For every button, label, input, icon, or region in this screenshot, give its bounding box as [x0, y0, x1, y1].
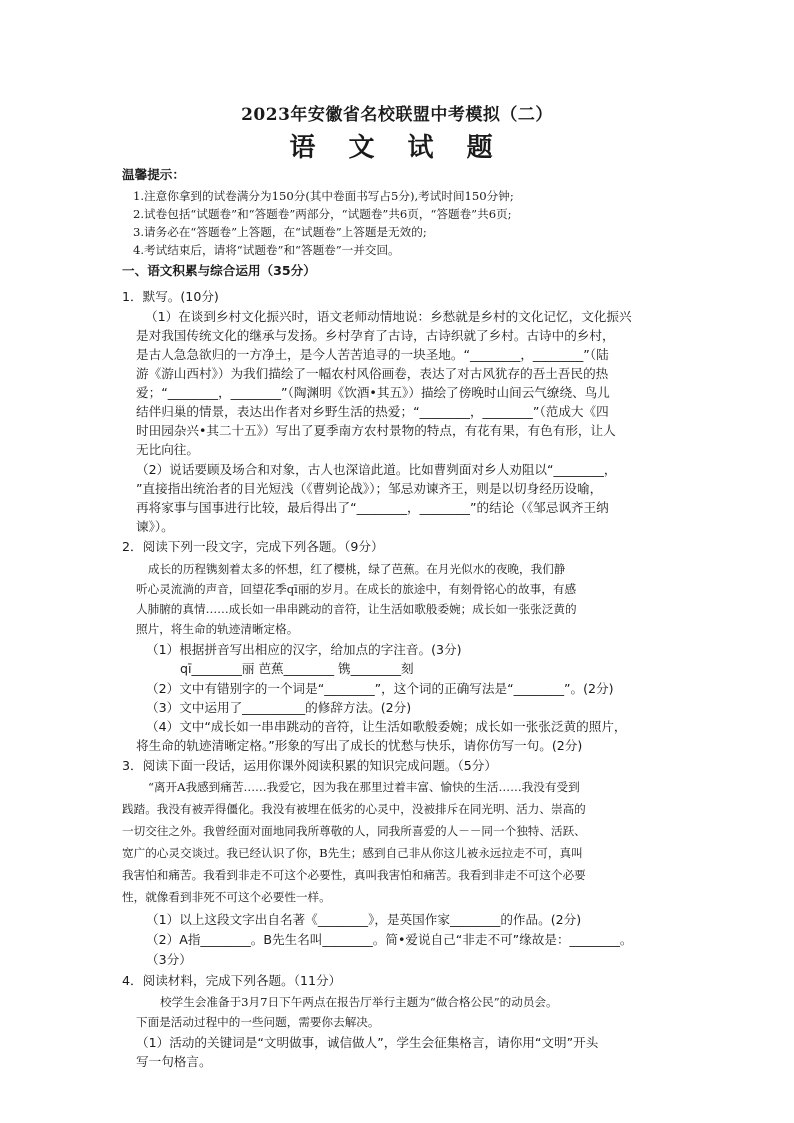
q2-sub-line: （2）文中有错别字的一个词是“________”，这个词的正确写法是“________”。(2分) — [146, 681, 614, 696]
q4-sub-line: （1）活动的关键词是“文明做事，诚信做人”，学生会征集格言，请你用“文明”开头 — [136, 1035, 599, 1050]
q4-sub-line: 写一句格言。 — [136, 1054, 212, 1069]
q1-text-line: 无比向往。 — [136, 442, 199, 457]
q3-passage-line: 性，就像看到非死不可这个必要性一样。 — [122, 890, 331, 904]
tips-heading: 温馨提示： — [122, 167, 185, 182]
q1-text-line: 是对我国传统文化的继承与发扬。乡村孕育了古诗，古诗织就了乡村。古诗中的乡村， — [136, 328, 615, 343]
q1-text-line: 游《游山西村》）为我们描绘了一幅农村风俗画卷，表达了对古风犹存的吾土吾民的热 — [136, 366, 609, 381]
section-heading: 一、语文积累与综合运用（35分） — [122, 263, 316, 278]
q2-sub-line: 将生命的轨迹清晰定格。”形象的写出了成长的忧愁与快乐，请你仿写一句。(2分) — [136, 738, 583, 753]
q1-text-line: 爱；“________，________”（陶渊明《饮酒•其五》）描绘了傍晚时山间云气缭绕、鸟儿 — [136, 385, 610, 400]
q2-sub-line: （3）文中运用了__________的修辞方法。(2分) — [146, 700, 412, 715]
question-1-title: 1．默写。(10分) — [122, 289, 219, 304]
q3-passage-line: 一切交往之外。我曾经面对面地同我所尊敬的人，同我所喜爱的人－－同一个独特、活跃、 — [122, 824, 586, 838]
question-3-title: 3．阅读下面一段话，运用你课外阅读积累的知识完成问题。（5分） — [122, 758, 497, 773]
tips-item: 1.注意你拿到的试卷满分为150分(其中卷面书写占5分),考试时间150分钟; — [133, 189, 514, 203]
q3-sub-line: （1）以上这段文字出自名著《________》，是英国作家________的作品。(2分) — [146, 912, 582, 927]
q2-fill-line: qī________丽 芭蕉________ 镌________刻 — [180, 661, 414, 676]
q1-text-line: 是古人急急欲归的一方净土，是今人苦苦追寻的一块圣地。“________，________”（陆 — [136, 347, 609, 362]
tips-item: 4.考试结束后，请将“试题卷”和“答题卷”一并交回。 — [133, 243, 400, 257]
q3-passage-line: 践踏。我没有被弄得僵化。我没有被埋在低劣的心灵中，没被排斥在同光明、活力、崇高的 — [122, 802, 586, 816]
q1-text-line: （1）在谈到乡村文化振兴时，语文老师动情地说：乡愁就是乡村的文化记忆，文化振兴 — [145, 309, 632, 324]
q2-passage-line: 人肺腑的真情……成长如一串串跳动的音符，让生活如歌般委婉；成长如一张张泛黄的 — [136, 602, 577, 616]
q4-passage-line: 下面是活动过程中的一些问题，需要你去解决。 — [136, 1015, 380, 1029]
q2-sub-line: （1）根据拼音写出相应的汉字，给加点的字注音。(3分) — [146, 642, 462, 657]
q3-passage-line: 宽广的心灵交谈过。我已经认识了你，B先生；感到自己非从你这儿被永远拉走不可，真叫 — [122, 846, 583, 860]
q1-text-line: （2）说话要顾及场合和对象，古人也深谙此道。比如曹刿面对乡人劝阻以“________， — [136, 462, 617, 477]
q1-text-line: 结伴归巢的情景，表达出作者对乡野生活的热爱；“________，________”（范成大《四 — [136, 404, 609, 419]
tips-item: 3.请务必在“答题卷”上答题，在“试题卷”上答题是无效的; — [133, 225, 427, 239]
q3-passage-line: 我害怕和痛苦。我看到非走不可这个必要性，真叫我害怕和痛苦。我看到非走不可这个必要 — [122, 868, 586, 882]
q2-passage-line: 听心灵流淌的声音，回望花季qī丽的岁月。在成长的旅途中，有刻骨铭心的故事，有感 — [136, 582, 577, 596]
q1-text-line: 谏》）。 — [136, 519, 174, 534]
q4-passage-line: 校学生会准备于3月7日下午两点在报告厅举行主题为“做合格公民”的动员会。 — [160, 995, 558, 1009]
exam-subject-title: 语 文 试 题 — [289, 133, 505, 163]
q3-sub-line: （3分） — [146, 952, 192, 967]
q1-text-line: 时田园杂兴•其二十五》）写出了夏季南方农村景物的特点，有花有果，有色有形，让人 — [136, 423, 616, 438]
q3-passage-line: “离开A我感到痛苦……我爱它，因为我在那里过着丰富、愉快的生活……我没有受到 — [148, 780, 580, 794]
q2-passage-line: 照片，将生命的轨迹清晰定格。 — [136, 622, 299, 636]
exam-title: 2023年安徽省名校联盟中考模拟（二） — [241, 105, 553, 125]
question-4-title: 4．阅读材料，完成下列各题。（11分） — [122, 973, 342, 988]
q2-sub-line: （4）文中“成长如一串串跳动的音符，让生活如歌般委婉；成长如一张张泛黄的照片， — [146, 719, 627, 734]
question-2-title: 2．阅读下列一段文字，完成下列各题。（9分） — [122, 539, 384, 554]
q1-text-line: 再将家事与国事进行比较，最后得出了“________，________”的结论（《邹忌讽齐王纳 — [136, 500, 609, 515]
tips-item: 2.试卷包括“试题卷”和“答题卷”两部分，“试题卷”共6页，“答题卷”共6页; — [133, 207, 512, 221]
q3-sub-line: （2）A指________。B先生名叫________。简•爱说自己“非走不可”缘故是：________。 — [146, 932, 633, 947]
q2-passage-line: 成长的历程镌刻着太多的怀想，红了樱桃，绿了芭蕉。在月光似水的夜晚，我们静 — [148, 562, 566, 576]
q1-text-line: ”直接指出统治者的目光短浅（《曹刿论战》）；邹忌劝谏齐王，则是以切身经历设喻， — [136, 481, 603, 496]
